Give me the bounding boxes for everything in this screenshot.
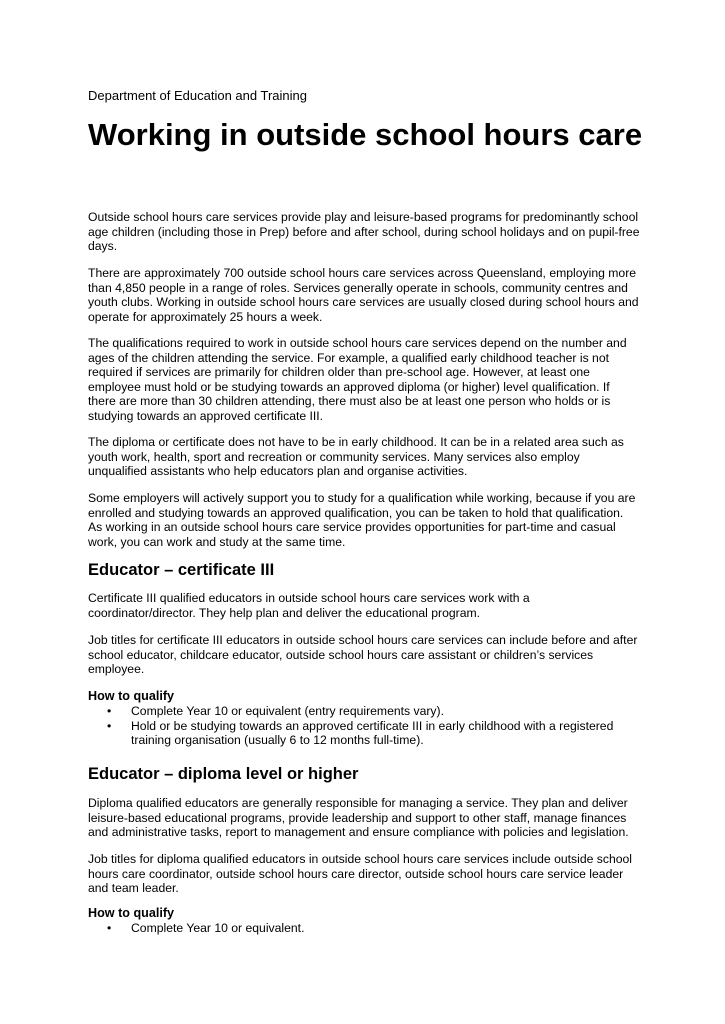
- page-title: Working in outside school hours care: [88, 117, 643, 152]
- diploma-paragraph-1: Diploma qualified educators are generally responsible for managing a service. They plan and deliver leisure-based educational programs, provide leadership and support to other staff, manage finances and administrative tasks, report to management and ensure compliance with policies and legislation.: [88, 796, 629, 840]
- intro-paragraph-1: Outside school hours care services provide play and leisure-based programs for predominantly school age children (including those in Prep) before and after school, during school holidays and on pupil-free days.: [88, 210, 640, 254]
- intro-paragraph-2: There are approximately 700 outside school hours care services across Queensland, employing more than 4,850 people in a range of roles. Services generally operate in schools, community centres and youth clubs. Working in outside school hours care services are usually closed during school hours and operate for approximately 25 hours a week.: [88, 266, 639, 324]
- how-to-qualify-heading-1: How to qualify: [88, 689, 175, 703]
- intro-paragraph-4: The diploma or certificate does not have to be in early childhood. It can be in a related area such as youth work, health, sport and recreation or community services. Many services also employ unqualified assistants who help educators plan and organise activities.: [88, 435, 624, 479]
- certificate-qualify-list: [88, 704, 640, 748]
- certificate-paragraph-1: Certificate III qualified educators in outside school hours care services work with a coordinator/director. They help plan and deliver the educational program.: [88, 591, 530, 620]
- section-heading-certificate-iii: Educator – certificate III: [88, 561, 275, 579]
- list-item: • Complete Year 10 or equivalent.: [107, 921, 305, 935]
- how-to-qualify-heading-2: How to qualify: [88, 906, 175, 920]
- intro-paragraph-3: The qualifications required to work in outside school hours care services depend on the number and ages of the children attending the service. For example, a qualified early childhood teacher is not required if services are primarily for children older than pre-school age. However, at least one employee must hold or be studying towards an approved diploma (or higher) level qualification. If there are more than 30 children attending, there must also be at least one person who holds or is studying towards an approved certificate III.: [88, 336, 627, 423]
- section-heading-diploma: Educator – diploma level or higher: [88, 765, 359, 783]
- bullet-icon: •: [107, 704, 112, 718]
- bullet-icon: •: [107, 921, 112, 935]
- diploma-qualify-list: [88, 921, 640, 936]
- department-name: Department of Education and Training: [88, 88, 307, 103]
- certificate-paragraph-2: Job titles for certificate III educators in outside school hours care services can include before and after school educator, childcare educator, outside school hours care assistant or children’s services employee.: [88, 633, 638, 677]
- intro-paragraph-5: Some employers will actively support you to study for a qualification while working, because if you are enrolled and studying towards an approved qualification, you can be taken to hold that qualification. As working in an outside school hours care service provides opportunities for part-time and casual work, you can work and study at the same time.: [88, 491, 636, 549]
- list-item: • Hold or be studying towards an approved certificate III in early childhood with a registered training organisation (usually 6 to 12 months full-time).: [107, 718, 614, 748]
- bullet-icon: •: [107, 718, 112, 733]
- list-item: • Complete Year 10 or equivalent (entry requirements vary).: [107, 704, 444, 718]
- diploma-paragraph-2: Job titles for diploma qualified educators in outside school hours care services include outside school hours care coordinator, outside school hours care director, outside school hours care service leader and team leader.: [88, 852, 632, 896]
